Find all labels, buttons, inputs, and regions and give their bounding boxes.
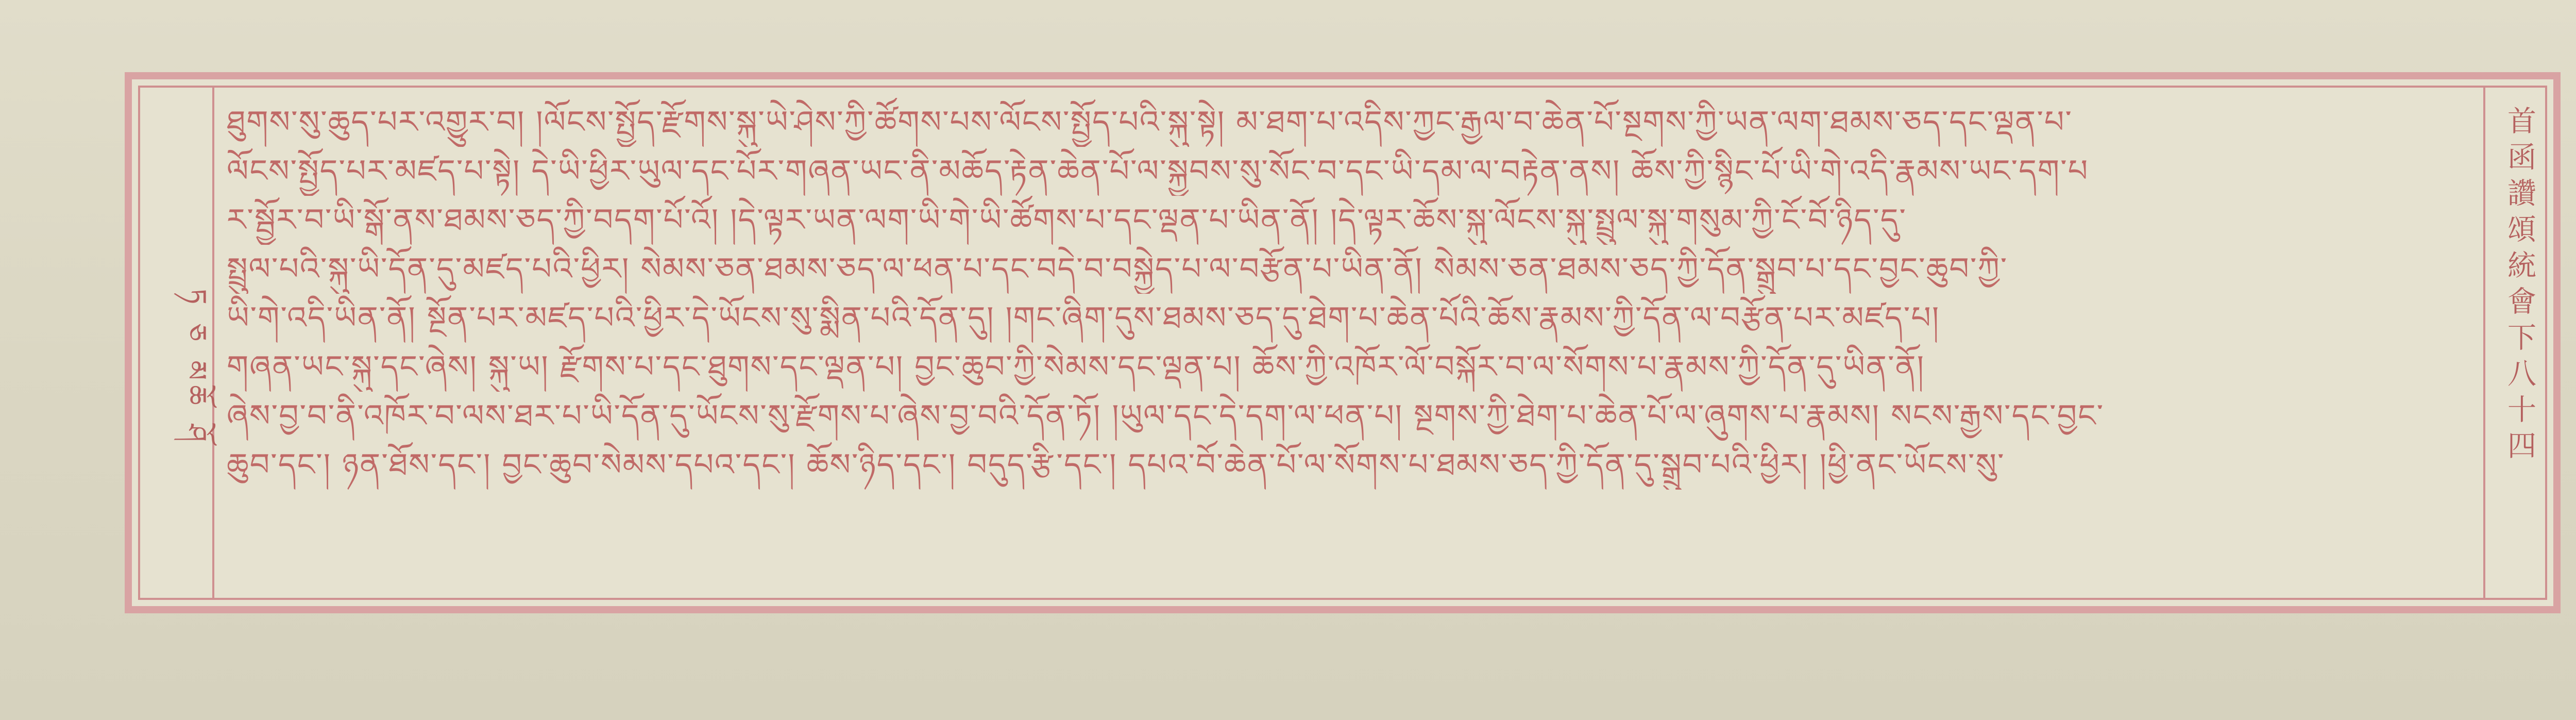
right-margin-label: 首函讚頌統會下八十四 xyxy=(2503,106,2536,466)
main-text-block xyxy=(227,98,2473,588)
text-line: སྤྲུལ་པའི་སྐུ་ཡི་དོན་དུ་མཛད་པའི་ཕྱིར། སེམས་ཅན་ཐམས་ཅད་ལ་ཕན་པ་དང་བདེ་བ་བསྐྱེད་པ་ལ་བརྩོན་པ་ཡིན་ནོ། སེམས་ཅན་ཐམས་ཅད་ཀྱི་དོན་སྒྲུབ་པ་དང་བྱང་ཆུབ་ཀྱི་ xyxy=(227,251,2008,287)
left-margin-label: ཏ ཅ མཆོ ཤོ xyxy=(180,289,213,447)
text-line: གཞན་ཡང་སྐུ་དང་ཞེས། སྐུ་ཡ། རྫོགས་པ་དང་ཐུགས་དང་ལྡན་པ། བྱང་ཆུབ་ཀྱི་སེམས་དང་ལྡན་པ། ཆོས་ཀྱི་འཁོར་ལོ་བསྐོར་བ་ལ་སོགས་པ་རྣམས་ཀྱི་དོན་དུ་ཡིན་ནོ། xyxy=(227,349,1925,385)
text-line: ལོངས་སྤྱོད་པར་མཛད་པ་སྟེ། དེ་ཡི་ཕྱིར་ཡུལ་དང་པོར་གཞན་ཡང་ནི་མཆོད་རྟེན་ཆེན་པོ་ལ་སྐྱབས་སུ་སོང་བ་དང་ཡི་དམ་ལ་བརྟེན་ནས། ཆོས་ཀྱི་སྙིང་པོ་ཡི་གེ་འདི་རྣམས་ཡང་དག་པ xyxy=(227,153,2089,189)
text-line: ཡི་གེ་འདི་ཡིན་ནོ། སྔོན་པར་མཛད་པའི་ཕྱིར་དེ་ཡོངས་སུ་སྨིན་པའི་དོན་དུ། །གང་ཞིག་དུས་ཐམས་ཅད་དུ་ཐེག་པ་ཆེན་པོའི་ཆོས་རྣམས་ཀྱི་དོན་ལ་བརྩོན་པར་མཛད་པ། xyxy=(227,300,1940,336)
text-line: ཆུབ་དང་། ཉན་ཐོས་དང་། བྱང་ཆུབ་སེམས་དཔའ་དང་། ཆོས་ཉིད་དང་། བདུད་རྩི་དང་། དཔའ་བོ་ཆེན་པོ་ལ་སོགས་པ་ཐམས་ཅད་ཀྱི་དོན་དུ་སྒྲུབ་པའི་ཕྱིར། །ཕྱི་ནང་ཡོངས་སུ་ xyxy=(227,447,2005,483)
text-line: ཞེས་བྱ་བ་ནི་འཁོར་བ་ལས་ཐར་པ་ཡི་དོན་དུ་ཡོངས་སུ་རྫོགས་པ་ཞེས་བྱ་བའི་དོན་ཏོ། །ཡུལ་དང་དེ་དག་ལ་ཕན་པ། སྔགས་ཀྱི་ཐེག་པ་ཆེན་པོ་ལ་ཞུགས་པ་རྣམས། སངས་རྒྱས་དང་བྱང་ xyxy=(227,398,2105,434)
text-line: ར་སྦྱོར་བ་ཡི་སྒོ་ནས་ཐམས་ཅད་ཀྱི་བདག་པོ་འོ། །དེ་ལྟར་ཡན་ལག་ཡི་གེ་ཡི་ཚོགས་པ་དང་ལྡན་པ་ཡིན་ནོ། །དེ་ལྟར་ཆོས་སྐུ་ལོངས་སྐུ་སྤྲུལ་སྐུ་གསུམ་ཀྱི་ངོ་བོ་ཉིད་དུ་ xyxy=(227,202,1907,238)
text-line: ཐུགས་སུ་ཆུད་པར་འགྱུར་བ། །ལོངས་སྤྱོད་རྫོགས་སྐུ་ཡེ་ཤེས་ཀྱི་ཚོགས་པས་ལོངས་སྤྱོད་པའི་སྐུ་སྟེ། མ་ཐག་པ་འདིས་ཀྱང་རྒྱལ་བ་ཆེན་པོ་སྔགས་ཀྱི་ཡན་ལག་ཐམས་ཅད་དང་ལྡན་པ་ xyxy=(227,104,2073,140)
